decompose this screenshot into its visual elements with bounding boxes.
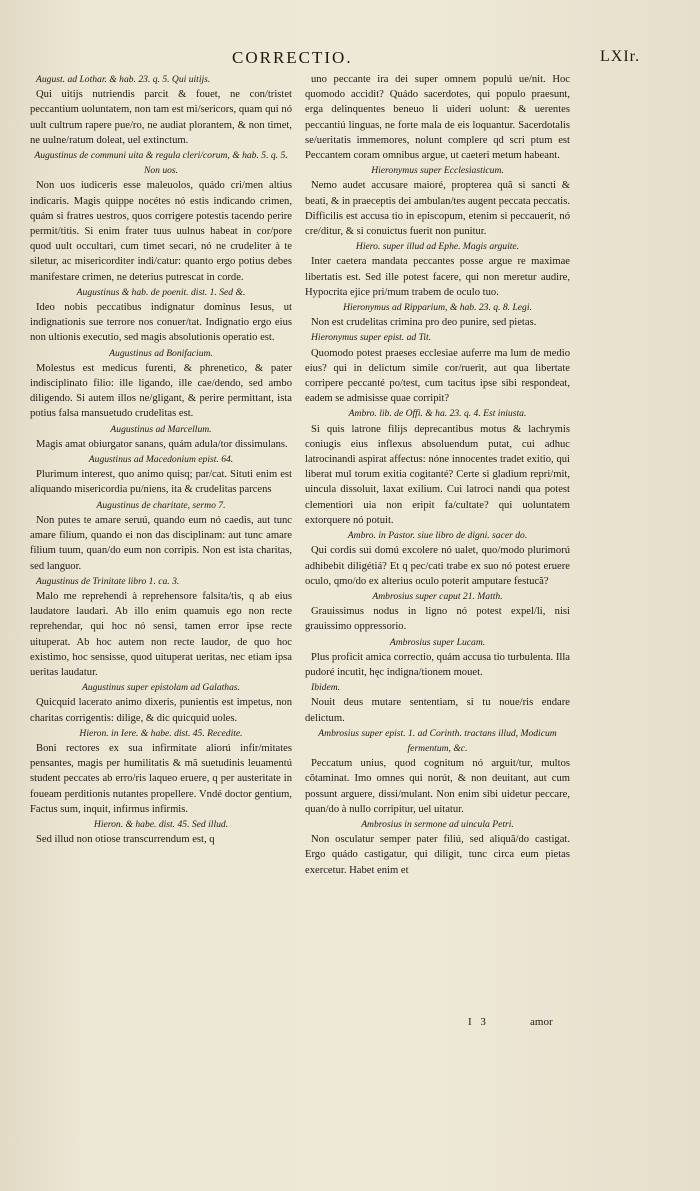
source-citation: Augustinus super epistolam ad Galathas. (81, 682, 241, 694)
source-citation: Augustinus de Trinitate libro 1. ca. 3. (36, 575, 180, 587)
source-citation: Ambrosius super caput 21. Matth. (372, 590, 503, 602)
source-citation: Hieronymus ad Ripparium, & hab. 23. q. 8. Legi. (343, 302, 532, 314)
source-citation: Ambro. in Pastor. siue libro de digni. sacer do. (347, 530, 528, 542)
text-paragraph: uno peccante ira dei super omnem populú ue/nit. Hoc quomodo accidit? Quádo sacerdotes, qui populo praesunt, erga delinquentes beneuo li uideri uolunt: & uerentes peccantiú linguas, ne forte mala de eis loquantur. Sacerdotalis se/ueritatis immemores, nolunt complere qd scri ptum est Peccantem coram omnibus argue, ut caeteri metum habeant. (305, 74, 570, 162)
text-paragraph: Magis amat obiurgator sanans, quám adula/tor dissimulans. (36, 438, 288, 450)
source-citation: Augustinus ad Bonifacium. (109, 347, 213, 359)
source-citation: Augustinus de communi uita & regula cleri/corum, & hab. 5. q. 5. Non uos. (34, 150, 288, 177)
source-citation: Augustinus ad Macedonium epist. 64. (88, 454, 234, 466)
text-paragraph: Qui uitijs nutriendis parcit & fouet, ne con/tristet peccantium uoluntatem, non tam est mi/sericors, quam qui nó uult cultrum rapere pue/ro, ne audiat plorantem, & non timet, ne uulne/ratum doleat, uel extinctum. (30, 89, 292, 146)
text-paragraph: Nouit deus mutare sententiam, si tu noue/ris endare delictum. (305, 697, 570, 724)
text-paragraph: Grauissimus nodus in ligno nó potest expel/li, nisi grauissimo oppressorio. (305, 606, 570, 633)
source-citation: Ibidem. (311, 682, 341, 694)
text-paragraph: Plurimum interest, quo animo quisq; par/cat. Situti enim est aliquando misericordia pu/niens, ita & crudelitas parcens (30, 469, 292, 496)
page-header (0, 48, 700, 72)
signature-mark: I 3 (468, 1016, 489, 1028)
source-citation: Augustinus & hab. de poenit. dist. 1. Sed &. (76, 286, 246, 298)
text-paragraph: Non est crudelitas crimina pro deo punire, sed pietas. (311, 317, 537, 329)
text-paragraph: Peccatum unius, quod cognitum nó arguit/tur, multos cõtaminat. Imo omnes qui norút, & non deuitant, aut cum possunt arguere, dissi/mulant. Non enim sibi uidetur peccare, quan/do à nullo corripitur, uel uitatur. (305, 758, 570, 815)
catchword: amor (530, 1016, 553, 1028)
page-footer (0, 1016, 700, 1032)
text-paragraph: Qui cordis sui domú excolere nó ualet, quo/modo plurimorú adhibebit diligétiá? Et q pec/cati trabe ex suo nó potest eruere oculo, qmo/do ex alterius oculo poterit amputare festucã? (305, 545, 570, 587)
right-column (305, 72, 570, 878)
left-column (30, 72, 292, 847)
folio-number: LXIr. (600, 48, 641, 65)
text-paragraph: Plus proficit amica correctio, quám accusa tio turbulenta. Illa pudoré incutit, hęc indigna/tionem mouet. (305, 651, 570, 678)
source-citation: Hieron. in Iere. & habe. dist. 45. Recedite. (79, 727, 243, 739)
source-citation: August. ad Lothar. & hab. 23. q. 5. Qui uitijs. (36, 74, 211, 85)
text-paragraph: Quomodo potest praeses ecclesiae auferre ma lum de medio eius? qui in delictum simile cor/ruerit, aut qua libertate corripere peccanté po/test, cum tacitus ipse sibi respondeat, eadem se admisisse quae corripit? (305, 347, 570, 405)
text-paragraph: Non uos iudiceris esse maleuolos, quádo cri/men altius indicaris. Magis quippe nocétes nó estis indicando crimen, quám si fratres uestros, quos corrigere potestis tacendo perire permit/titis. Si enim frater tuus uulnus habeat in cor/pore quod uult occultari, cum timet secari, nó ne crudeliter à te siletur, ac misericorditer indi/catur: quanto ergo potius debes manifestare crimen, ne deterius putrescat in corde. (30, 180, 292, 283)
text-paragraph: Non putes te amare seruú, quando eum nó caedis, aut tunc amare filium, quando ei non das disciplinam: aut tunc amare filium tuum, quan/do eum non corripis. Non est ista charitas, sed languor. (30, 514, 292, 572)
source-citation: Hiero. super illud ad Ephe. Magis arguite. (355, 241, 520, 253)
text-paragraph: Sed illud non otiose transcurrendum est, q (36, 834, 215, 846)
source-citation: Augustinus de charitate, sermo 7. (96, 499, 226, 511)
text-paragraph: Ideo nobis peccatibus indignatur dominus Iesus, ut indignationis sue terrore nos conuer/tat. Indignatio ergo eius non ultionis executio, sed magis absolutionis operatio est. (30, 302, 292, 344)
text-paragraph: Malo me reprehendi à reprehensore falsita/tis, q ab eius laudatore laudari. Ab illo enim quamuis ego non recte reprehendar, qui hoc nó sensi, tamen error ipse recte uituperat. Ab hoc autem non recte laudor, de quo hoc existimo, hoc sensisse, quod uituperat ueritas, nec etiam ipsa ueritas laudatur. (30, 590, 292, 678)
source-citation: Hieronymus super epist. ad Tit. (311, 332, 432, 344)
text-paragraph: Molestus est medicus furenti, & phrenetico, & pater indisciplinato filio: ille ligando, ille cae/dendo, sed ambo diligendo. Si autem illos ne/gligant, & perire permittant, ista potius falsa mansuetudo crudelitas est. (30, 362, 292, 420)
text-paragraph: Si quis latrone filijs deprecantibus motus & lachrymis coniugis eius inflexus absoluendum putat, cui adhuc latrocinandi aspirat affectus: nóne innocentes tradet exitio, qui liberat mul torum exitia cogitanté? Certe si gladium repri/mit, uincula dissoluit, laxat exilium. Cui latroci nandi qua potest clementiori uia non eripit fa/cultate? qui uoluntatem extorquere nó potuit. (305, 423, 570, 526)
text-paragraph: Quicquid lacerato animo dixeris, punientis est impetus, non charitas corrigentis: dilige, & dic quicquid uoles. (30, 697, 292, 724)
source-citation: Ambrosius super epist. 1. ad Corinth. tractans illud, Modicum fermentum, &c. (318, 727, 557, 754)
source-citation: Ambro. lib. de Offi. & ha. 23. q. 4. Est iniusta. (348, 408, 527, 420)
source-citation: Augustinus ad Marcellum. (110, 423, 212, 435)
running-title: CORRECTIO. (232, 48, 353, 67)
text-paragraph: Boni rectores ex sua infirmitate aliorú infir/mitates pensantes, magis per humilitatis & mã suetudinis leuamentú student peccates ab erro/ris laqueo eruere, q per austeritate in foueam perditionis nutantes propellere. Vndé doctor gentium, Factus sum, inquit, infirmus infirmis. (30, 742, 292, 815)
text-paragraph: Inter caetera mandata peccantes posse argue re maximae libertatis est. Sed ille potest facere, qui non meretur audire, Hypocrita ejice pri/mum trabem de oculo tuo. (305, 256, 570, 298)
text-paragraph: Non osculatur semper pater filiú, sed aliquã/do castigat. Ergo quádo castigatur, qui diligit, tunc circa eum pietas exercetur. Habet enim et (305, 834, 570, 876)
text-paragraph: Nemo audet accusare maioré, propterea quã si sancti & beati, & in praeceptis dei ambulan/tes augent peccata peccatis. Difficilis est accusa tio in episcopum, etenim si peccauerit, nó cre/ditur, & si conuictus fuerit non punitur. (305, 180, 570, 238)
source-citation: Hieron. & habe. dist. 45. Sed illud. (93, 818, 229, 830)
source-citation: Hieronymus super Ecclesiasticum. (371, 165, 504, 177)
source-citation: Ambrosius in sermone ad uincula Petri. (361, 818, 514, 830)
source-citation: Ambrosius super Lucam. (389, 636, 486, 648)
